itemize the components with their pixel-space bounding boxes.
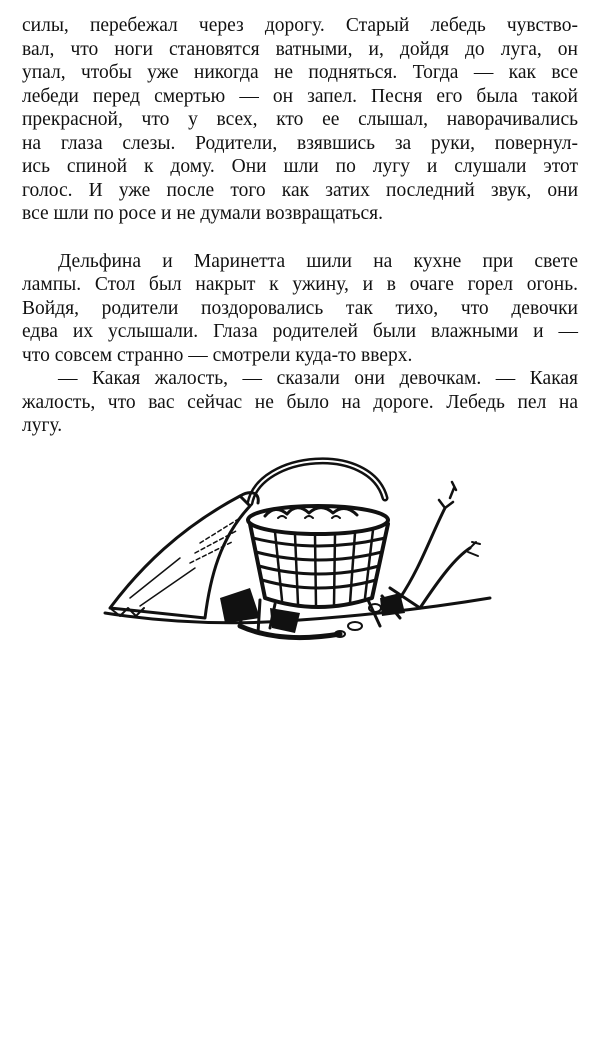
text-line: жалость, что вас сейчас не было на дороге. Лебедь пел на (22, 391, 578, 413)
text-line: ись спиной к дому. Они шли по лугу и слушали этот (22, 156, 578, 177)
text-line: вал, что ноги становятся ватными, и, дойдя до луга, он (22, 38, 578, 60)
text-line: прекрасной, что у всех, кто ее слышал, наворачивались (22, 109, 578, 130)
page-text (22, 14, 578, 438)
text-line: все шли по росе и не думали возвращаться. (22, 203, 384, 224)
text-line: лугу. (22, 415, 63, 436)
paragraph-2 (22, 250, 578, 368)
text-line: Войдя, родители поздоровались так тихо, что девочки (22, 297, 578, 319)
paragraph-gap (22, 226, 578, 250)
text-line: едва их услышали. Глаза родителей были влажными и — (22, 321, 578, 342)
text-line: лебеди перед смертью — он запел. Песня его была такой (22, 85, 578, 107)
text-line: лампы. Стол был накрыт к ужину, и в очаге горел огонь. (22, 274, 578, 295)
text-line: силы, перебежал через дорогу. Старый лебедь чувство- (22, 15, 578, 36)
text-line: что совсем странно — смотрели куда-то вверх. (22, 344, 413, 366)
text-line: на глаза слезы. Родители, взявшись за руки, повернул- (22, 132, 578, 154)
text-line: — Какая жалость, — сказали они девочкам. — Какая (58, 368, 578, 389)
basket-illustration (100, 448, 500, 648)
text-line: голос. И уже после того как затих последний звук, они (22, 179, 578, 201)
paragraph-1 (22, 14, 578, 226)
paragraph-3 (22, 367, 578, 438)
text-line: упал, чтобы уже никогда не подняться. Тогда — как все (22, 62, 578, 83)
text-line: Дельфина и Маринетта шили на кухне при свете (58, 250, 578, 272)
